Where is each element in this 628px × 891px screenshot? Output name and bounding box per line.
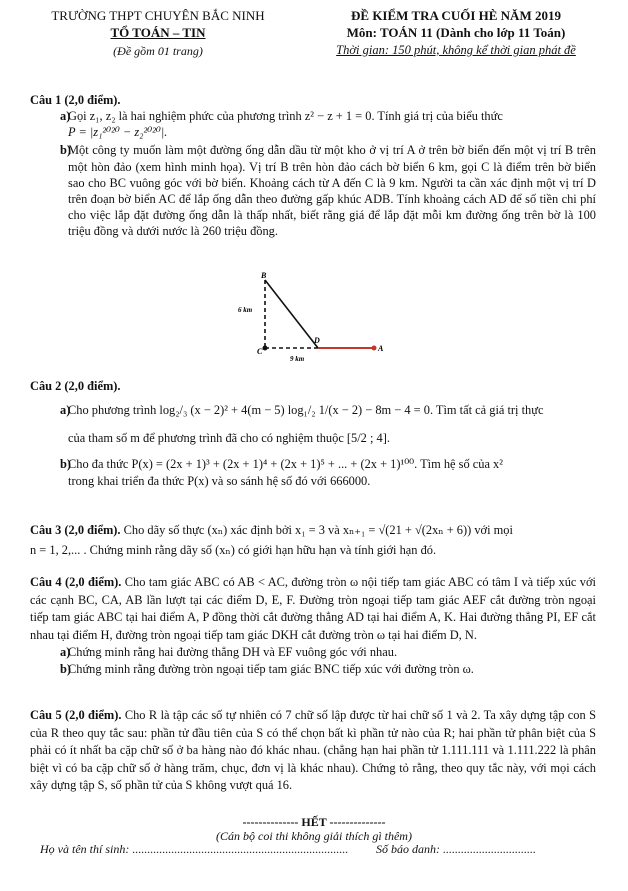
school-name: TRƯỜNG THPT CHUYÊN BẮC NINH (51, 8, 265, 23)
exam-subject: Môn: TOÁN 11 (Dành cho lớp 11 Toán) (346, 24, 566, 40)
question-4a (30, 644, 596, 660)
label-9km: 9 km (290, 355, 305, 363)
label-a: A (378, 344, 384, 353)
point-a (372, 346, 377, 351)
question-5-text: Cho R là tập các số tự nhiên có 7 chữ số lập được từ hai chữ số 1 và 2. Ta xây dựng tập con S của R theo quy tắc sau: phần tử đầu tiên của S có thể chọn bất kì phần tử nào của R; hai phần tử phân biệt của S phải có ít nhất ba cặp chữ số ở ba hàng nào đó khác nhau. (chẳng hạn hai phần tử 1.111.111 và 1.111.222 là phân biệt vì có ba cặp chữ số ở hàng trăm, chục, đơn vị là khác nhau). Chứng tỏ rằng, theo quy tắc này, với mọi cách xây dựng tập S, số phần tử của S không vượt quá 16. (30, 708, 596, 793)
question-1a (30, 108, 596, 140)
question-1a-expression: P = |z₁²⁰²⁰ − z₂²⁰²⁰|. (68, 125, 168, 140)
question-3-text-2: n = 1, 2,... . Chứng minh rằng dãy số (xₙ) có giới hạn hữu hạn và tính giới hạn đó. (30, 543, 437, 558)
part-label: a) (60, 403, 71, 418)
question-4-heading: Câu 4 (2,0 điểm). (30, 575, 122, 589)
question-3-text: Cho dãy số thực (xₙ) xác định bởi x₁ = 3 và xₙ₊₁ = √(21 + √(2xₙ + 6)) với mọi (123, 523, 513, 537)
part-label: b) (60, 661, 72, 676)
label-b: B (261, 271, 267, 280)
question-2b-text: Cho đa thức P(x) = (2x + 1)³ + (2x + 1)⁴ + (2x + 1)⁵ + ... + (2x + 1)¹⁰⁰. Tìm hệ số của x² (68, 457, 503, 472)
question-1b (30, 142, 596, 239)
pipeline-figure (230, 270, 390, 366)
question-3 (30, 522, 596, 558)
header-left (28, 8, 288, 59)
question-5-heading: Câu 5 (2,0 điểm). (30, 708, 122, 722)
question-2a (30, 402, 596, 446)
proctor-note: (Cán bộ coi thi không giải thích gì thêm) (216, 829, 412, 843)
part-label: b) (60, 143, 72, 158)
question-2b (30, 456, 596, 488)
bd-segment (265, 280, 318, 348)
question-4a-text: Chứng minh rằng hai đường thẳng DH và EF vuông góc với nhau. (68, 645, 398, 660)
end-text: -------------- HẾT -------------- (242, 815, 386, 829)
question-1a-text: Gọi z₁, z₂ là hai nghiệm phức của phương trình z² − z + 1 = 0. Tính giá trị của biểu thức (68, 109, 503, 124)
question-2a-text-2: của tham số m để phương trình đã cho có nghiệm thuộc [5/2 ; 4]. (68, 431, 390, 446)
exam-time: Thời gian: 150 phút, không kể thời gian phát đề (336, 42, 576, 57)
pages-note: (Đề gồm 01 trang) (113, 43, 203, 58)
question-4b-text: Chứng minh rằng đường tròn ngoại tiếp tam giác BNC tiếp xúc với đường tròn ω. (68, 661, 474, 676)
question-2a-text: Cho phương trình log₂/₃ (x − 2)² + 4(m − 5) log₁/₂ 1/(x − 2) − 8m − 4 = 0. Tìm tất cả giá trị thực (68, 403, 544, 418)
part-label: a) (60, 109, 71, 124)
label-c: C (257, 347, 263, 356)
question-4 (30, 574, 596, 677)
part-label: a) (60, 645, 71, 660)
candidate-number-field: Số báo danh: ............................... (376, 842, 536, 856)
question-3-heading: Câu 3 (2,0 điểm). (30, 523, 121, 537)
label-d: D (314, 336, 320, 345)
point-c (263, 346, 268, 351)
question-1b-text: Một công ty muốn làm một đường ống dẫn dầu từ một kho ở vị trí A ở trên bờ biển đến một vị trí B trên một hòn đảo (xem hình minh họa). Vị trí B trên hòn đảo cách bờ biển 6 km, gọi C là điểm trên bờ biển sao cho BC vuông góc với bờ biển. Khoảng cách từ A đến C là 9 km. Người ta cần xác định một vị trí D trên đoạn bờ biển AC để lắp ống dẫn theo đường gấp khúc ADB. Tính khoảng cách AD để số tiền chi phí cho việc lắp đặt đường ống dẫn là thấp nhất, biết rằng giá để lắp đặt mỗi km đường ống trên bờ là 100 triệu đồng và dưới nước là 260 triệu đồng. (68, 143, 596, 238)
question-2 (30, 378, 596, 489)
department-name: TỔ TOÁN – TIN (110, 24, 206, 40)
label-6km: 6 km (238, 306, 253, 314)
exam-title: ĐỀ KIỂM TRA CUỐI HÈ NĂM 2019 (351, 8, 561, 23)
question-1 (30, 92, 596, 239)
question-2-heading: Câu 2 (2,0 điểm). (30, 379, 121, 393)
part-label: b) (60, 457, 72, 472)
candidate-info (40, 842, 600, 858)
question-4b (30, 661, 596, 677)
candidate-name-field: Họ và tên thí sinh: ........................................................................ (40, 842, 349, 856)
question-2b-text-2: trong khai triển đa thức P(x) và so sánh hệ số đó với 666000. (68, 473, 371, 488)
header-right (290, 8, 622, 58)
question-5 (30, 707, 596, 795)
question-4-text: Cho tam giác ABC có AB < AC, đường tròn ω nội tiếp tam giác ABC có tâm I và tiếp xúc với các cạnh BC, CA, AB lần lượt tại các điểm D, E, F. Đường tròn ngoại tiếp tam giác AEF cắt đường tròn ngoại tiếp tam giác ABC tại hai điểm A, P đồng thời cắt đường thẳng AD tại hai điểm A, K. Hai đường thẳng PI, EF cắt nhau tại điểm H, đường tròn ngoại tiếp tam giác DKH cắt đường tròn ω tại hai điểm D, N. (30, 575, 596, 642)
question-1-heading: Câu 1 (2,0 điểm). (30, 93, 121, 107)
